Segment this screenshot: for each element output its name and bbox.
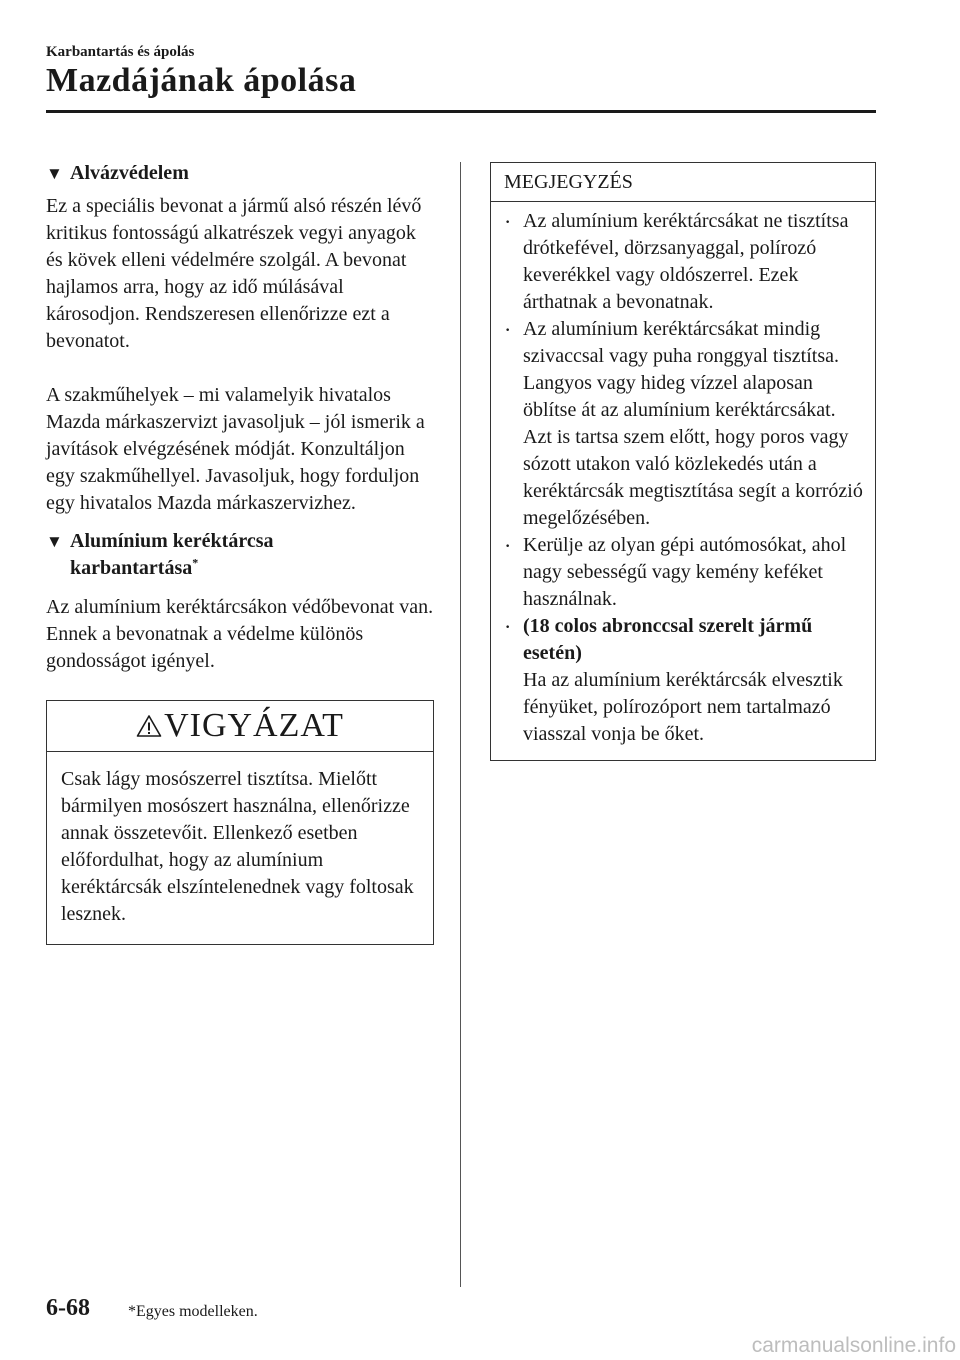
column-divider <box>460 162 461 1287</box>
note-title: MEGJEGYZÉS <box>491 163 875 202</box>
note-item <box>504 613 865 748</box>
triangle-bullet-icon: ▼ <box>46 532 63 551</box>
caution-box <box>46 700 434 945</box>
page-number: 6-68 <box>46 1295 90 1321</box>
bullet-icon: · <box>504 209 512 234</box>
caution-title: VIGYÁZAT <box>164 707 344 744</box>
warning-triangle-icon <box>136 714 162 738</box>
note-item-text: Langyos vagy hideg vízzel alaposan öblítse át az alumínium keréktárcsákat. Azt is tartsa szem előtt, hogy poros vagy sózott utakon való közlekedés után a keréktárcsák megtisztítása segít a korrózió megelőzésében. <box>523 372 863 529</box>
note-body <box>491 202 875 760</box>
heading-wheel-care-line1: Alumínium keréktárcsa <box>70 530 274 552</box>
note-item <box>504 316 865 532</box>
caution-header <box>47 701 433 752</box>
section-label: Karbantartás és ápolás <box>46 44 195 60</box>
heading-underbody <box>46 160 434 187</box>
bullet-icon: · <box>504 317 512 342</box>
heading-wheel-care <box>46 528 434 582</box>
note-item-text: Ha az alumínium keréktárcsák elvesztik fényüket, polírozóport nem tartalmazó viasszal vonja be őket. <box>523 669 843 745</box>
note-item <box>504 532 865 613</box>
bullet-icon: · <box>504 614 512 639</box>
footnote: *Egyes modelleken. <box>128 1303 258 1320</box>
heading-wheel-care-line2: karbantartása <box>70 557 193 579</box>
triangle-bullet-icon: ▼ <box>46 164 63 183</box>
title-rule <box>46 110 876 113</box>
note-item-text: Kerülje az olyan gépi autómosókat, ahol nagy sebességű vagy kemény keféket használnak. <box>523 534 847 610</box>
bullet-icon: · <box>504 533 512 558</box>
note-item-text: Az alumínium keréktárcsákat mindig szivaccsal vagy puha ronggyal tisztítsa. <box>523 318 840 367</box>
page-title: Mazdájának ápolása <box>46 62 357 99</box>
caution-body: Csak lágy mosószerrel tisztítsa. Mielőtt bármilyen mosószert használna, ellenőrizze annak összetevőit. Ellenkező esetben előfordulhat, hogy az alumínium keréktárcsák elszíntelenednek vagy foltosak lesznek. <box>61 768 414 925</box>
note-item <box>504 208 865 316</box>
watermark: carmanualsonline.info <box>751 1334 956 1357</box>
note-box <box>490 162 876 761</box>
heading-underbody-text: Alvázvédelem <box>70 162 189 184</box>
paragraph-workshop: A szakműhelyek – mi valamelyik hivatalos Mazda márkaszervizt javasoljuk – jól ismerik a javítások elvégzésének módját. Konzultáljon egy szakműhellyel. Javasoljuk, hogy forduljon egy hivatalos Mazda márkaszervizhez. <box>46 384 425 514</box>
left-column <box>46 160 434 945</box>
footnote-marker: * <box>192 555 199 570</box>
paragraph-wheel-coating: Az alumínium keréktárcsákon védőbevonat van. Ennek a bevonatnak a védelme különös gondosságot igényel. <box>46 596 434 672</box>
note-item-text: Az alumínium keréktárcsákat ne tisztítsa drótkefével, dörzsanyaggal, polírozó keverékkel vagy oldószerrel. Ezek árthatnak a bevonatnak. <box>523 210 849 313</box>
paragraph-underbody: Ez a speciális bevonat a jármű alsó részén lévő kritikus fontosságú alkatrészek vegyi anyagok és kövek elleni védelmére szolgál. A bevonat hajlamos arra, hogy az idő múlásával károsodjon. Rendszeresen ellenőrizze ezt a bevonatot. <box>46 195 422 352</box>
note-item-bold-text: (18 colos abronccsal szerelt jármű esetén) <box>523 615 813 664</box>
